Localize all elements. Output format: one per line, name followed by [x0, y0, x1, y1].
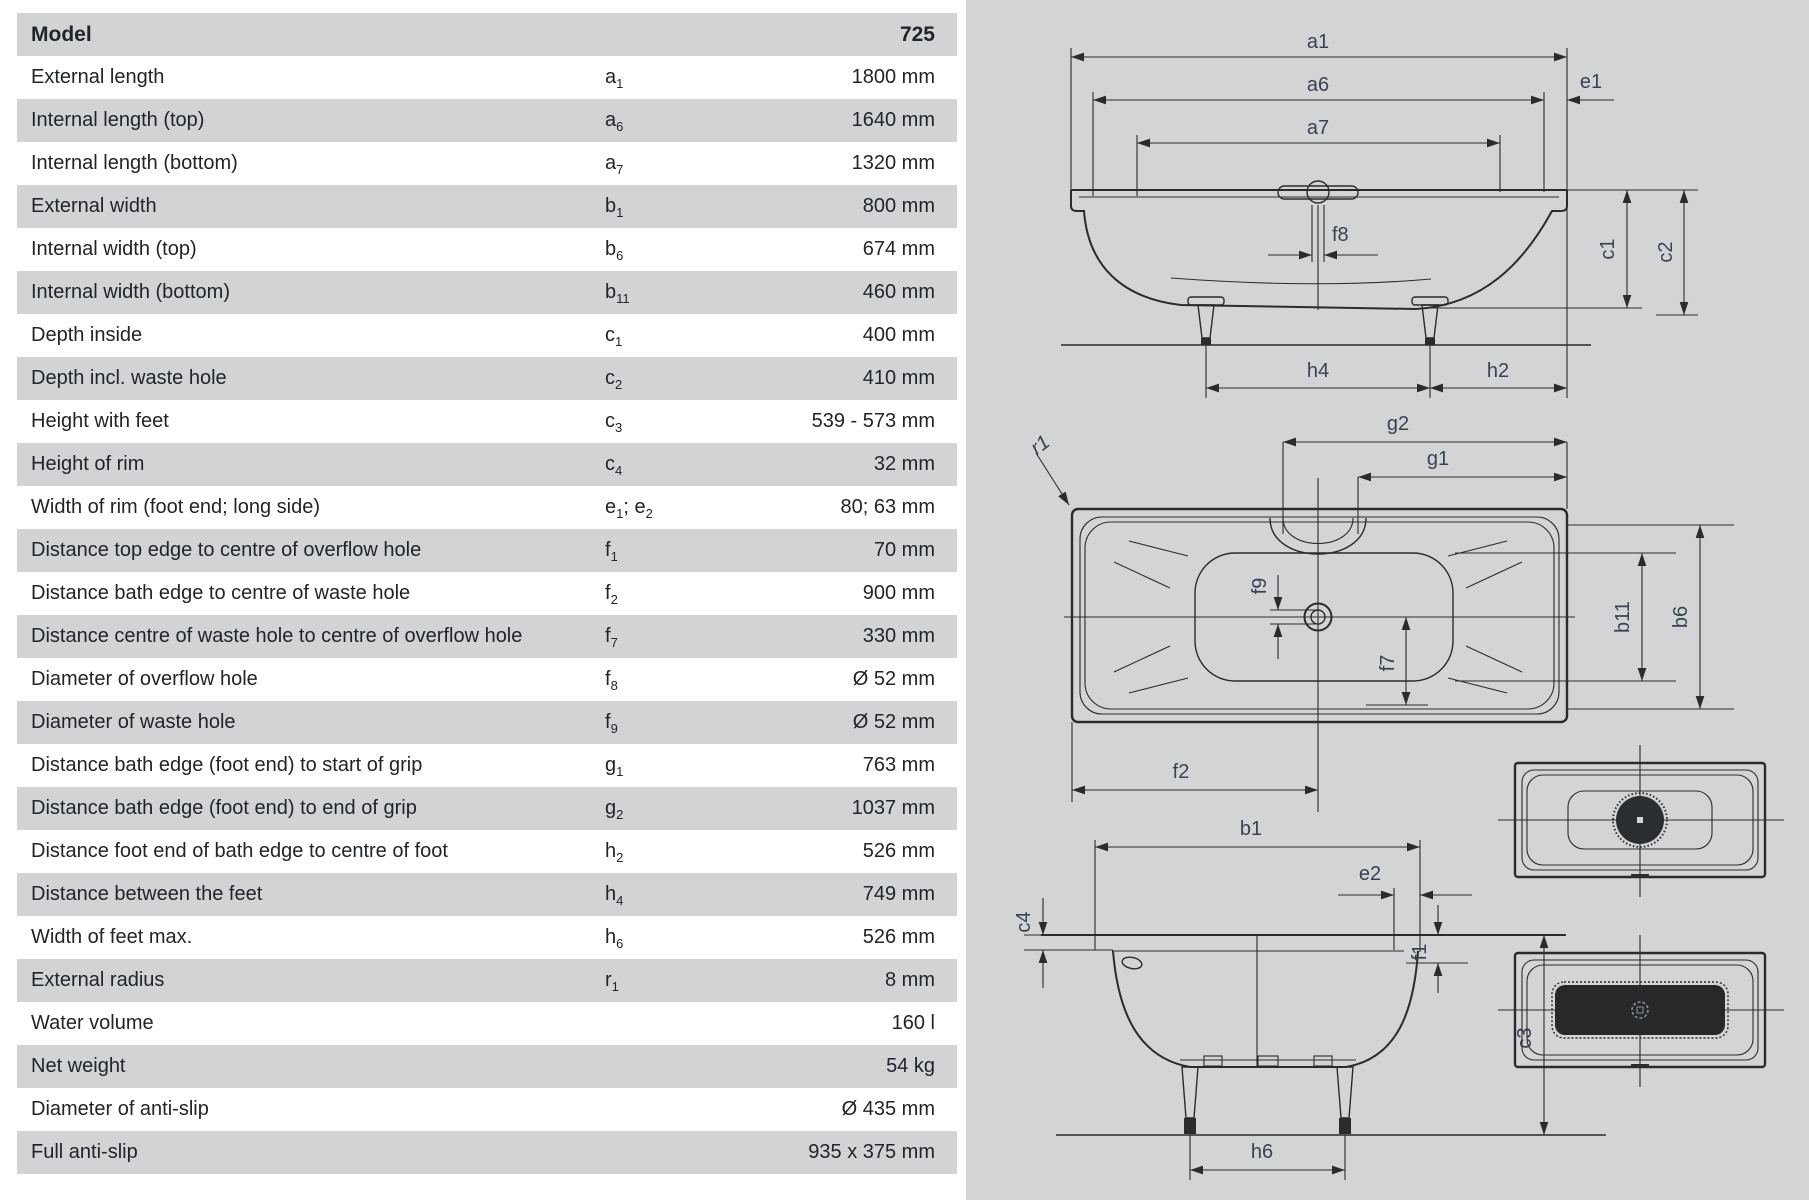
dimension-symbol: $f_9$: [605, 711, 618, 736]
table-row: [17, 443, 957, 486]
dim-label-h4: h4: [1306, 360, 1330, 382]
row-label: Distance bath edge to centre of waste hole: [31, 582, 411, 604]
dim-label-b6: b6: [1670, 605, 1692, 629]
row-value: Ø 52 mm: [852, 668, 935, 690]
row-label: Internal length (bottom): [31, 152, 238, 174]
dim-label-a1: a1: [1306, 31, 1330, 53]
row-value: 800 mm: [862, 195, 935, 217]
table-row: [17, 400, 957, 443]
dim-label-a7: a7: [1306, 117, 1330, 139]
row-value: 526 mm: [862, 840, 935, 862]
row-label: Diameter of anti-slip: [31, 1098, 209, 1120]
row-value: 400 mm: [862, 324, 935, 346]
row-value: 1320 mm: [851, 152, 935, 174]
dimension-symbol: $g_2$: [605, 797, 624, 822]
row-value: 674 mm: [862, 238, 935, 260]
dim-label-g1: g1: [1426, 448, 1450, 470]
tub-foot: [1188, 297, 1224, 345]
dimension-symbol: $b_1$: [605, 195, 624, 220]
row-value: 1640 mm: [851, 109, 935, 131]
dimension-symbol: $a_6$: [605, 109, 624, 134]
table-row: [17, 529, 957, 572]
row-value: 1800 mm: [851, 66, 935, 88]
row-label: Distance top edge to centre of overflow hole: [31, 539, 422, 561]
table-row: [17, 185, 957, 228]
dimension-symbol: $f_1$: [605, 539, 618, 564]
row-label: Diameter of overflow hole: [31, 668, 258, 690]
dim-label-h6: h6: [1250, 1141, 1274, 1163]
dim-label-f2: f2: [1172, 761, 1190, 783]
dim-label-e2: e2: [1358, 863, 1382, 885]
table-row: [17, 228, 957, 271]
row-label: Width of rim (foot end; long side): [31, 496, 321, 518]
antislip-round-plan: [1498, 745, 1784, 897]
row-label: Distance centre of waste hole to centre of overflow hole: [31, 625, 523, 647]
dim-label-g2: g2: [1386, 413, 1410, 435]
spec-table-body: [17, 56, 957, 1174]
dimension-symbol: $r_1$: [605, 969, 619, 994]
table-row: [17, 873, 957, 916]
plan-view-drawing: [1027, 413, 1734, 812]
row-label: External length: [31, 66, 165, 88]
table-row: [17, 1088, 957, 1131]
dimension-symbol: $a_7$: [605, 152, 624, 177]
antislip-full-area: [1555, 985, 1725, 1035]
dim-label-f8: f8: [1332, 224, 1349, 246]
table-row: [17, 787, 957, 830]
row-value: 32 mm: [873, 453, 935, 475]
row-label: Full anti-slip: [31, 1141, 138, 1163]
row-value: Ø 52 mm: [852, 711, 935, 733]
row-label: Depth incl. waste hole: [31, 367, 227, 389]
row-label: Depth inside: [31, 324, 143, 346]
dimension-symbol: $h_2$: [605, 840, 624, 865]
dimension-symbol: $g_1$: [605, 754, 624, 779]
dim-label-f1: f1: [1409, 943, 1431, 961]
dim-label-c4: c4: [1013, 911, 1035, 933]
table-row: [17, 271, 957, 314]
row-label: Height of rim: [31, 453, 145, 475]
row-value: 460 mm: [862, 281, 935, 303]
row-value: 900 mm: [862, 582, 935, 604]
dimension-symbol: $e_1$; $e_2$: [605, 496, 653, 521]
dimension-symbol: $b_{11}$: [605, 281, 630, 306]
row-label: Internal length (top): [31, 109, 205, 131]
row-label: External radius: [31, 969, 165, 991]
table-header-label: Model: [31, 23, 92, 46]
tub-foot: [1337, 1067, 1353, 1134]
table-row: [17, 314, 957, 357]
table-row: [17, 357, 957, 400]
row-label: Net weight: [31, 1055, 126, 1077]
row-label: External width: [31, 195, 157, 217]
row-value: 410 mm: [862, 367, 935, 389]
row-label: Internal width (top): [31, 238, 197, 260]
row-value: 160 l: [891, 1012, 935, 1034]
dimension-symbol: $h_6$: [605, 926, 624, 951]
spec-table: [17, 13, 957, 1174]
dim-label-f7: f7: [1377, 654, 1399, 672]
table-row: [17, 615, 957, 658]
row-label: Width of feet max.: [31, 926, 193, 948]
row-value: Ø 435 mm: [841, 1098, 935, 1120]
table-row: [17, 1045, 957, 1088]
dim-label-e1: e1: [1579, 71, 1603, 93]
table-row: [17, 744, 957, 787]
row-value: 70 mm: [873, 539, 935, 561]
dimension-symbol: $c_2$: [605, 367, 623, 392]
dimension-symbol: $c_1$: [605, 324, 623, 349]
antislip-full-plan: [1498, 935, 1784, 1087]
row-label: Internal width (bottom): [31, 281, 230, 303]
row-value: 763 mm: [862, 754, 935, 776]
dimension-symbol: $a_1$: [605, 66, 624, 91]
table-row: [17, 830, 957, 873]
row-label: Height with feet: [31, 410, 169, 432]
dim-label-h2: h2: [1486, 360, 1510, 382]
row-label: Diameter of waste hole: [31, 711, 236, 733]
dimension-symbol: $f_8$: [605, 668, 618, 693]
row-label: Distance bath edge (foot end) to start of grip: [31, 754, 423, 776]
dimension-symbol: $f_7$: [605, 625, 618, 650]
dimension-symbol: $h_4$: [605, 883, 624, 908]
dim-label-c2: c2: [1655, 241, 1677, 263]
table-row: [17, 486, 957, 529]
dimension-symbol: $c_4$: [605, 453, 623, 478]
bathtub-drawings: [966, 0, 1809, 1200]
table-row: [17, 142, 957, 185]
table-header-row: [17, 13, 957, 56]
table-row: [17, 1002, 957, 1045]
tub-foot: [1182, 1067, 1198, 1134]
dimension-symbol: $c_3$: [605, 410, 623, 435]
dim-label-b1: b1: [1239, 818, 1263, 840]
dim-label-b11: b11: [1612, 601, 1634, 633]
row-label: Distance foot end of bath edge to centre of foot: [31, 840, 448, 862]
row-value: 80; 63 mm: [840, 496, 935, 518]
row-value: 54 kg: [886, 1055, 935, 1077]
table-row: [17, 959, 957, 1002]
row-value: 935 x 375 mm: [808, 1141, 935, 1163]
row-label: Distance bath edge (foot end) to end of grip: [31, 797, 417, 819]
side-elevation-drawing: [1061, 31, 1698, 398]
row-value: 330 mm: [862, 625, 935, 647]
table-row: [17, 99, 957, 142]
row-value: 539 - 573 mm: [811, 410, 935, 432]
end-elevation-drawing: [1013, 818, 1606, 1180]
dim-label-r1: r1: [1026, 431, 1055, 460]
table-row: [17, 56, 957, 99]
dim-label-c1: c1: [1597, 238, 1619, 260]
dim-label-f9: f9: [1249, 577, 1271, 595]
model-number: 725: [899, 23, 935, 46]
dim-label-c3: c3: [1514, 1027, 1536, 1049]
dimension-symbol: $f_2$: [605, 582, 618, 607]
row-value: 749 mm: [862, 883, 935, 905]
dim-label-a6: a6: [1306, 74, 1330, 96]
dimension-symbol: $b_6$: [605, 238, 624, 263]
row-value: 8 mm: [885, 969, 935, 991]
table-row: [17, 701, 957, 744]
row-value: 1037 mm: [851, 797, 935, 819]
row-label: Distance between the feet: [31, 883, 263, 905]
table-row: [17, 572, 957, 615]
row-label: Water volume: [31, 1012, 154, 1034]
technical-drawing-panel: [966, 0, 1809, 1200]
table-row: [17, 658, 957, 701]
table-row: [17, 1131, 957, 1174]
row-value: 526 mm: [862, 926, 935, 948]
table-row: [17, 916, 957, 959]
